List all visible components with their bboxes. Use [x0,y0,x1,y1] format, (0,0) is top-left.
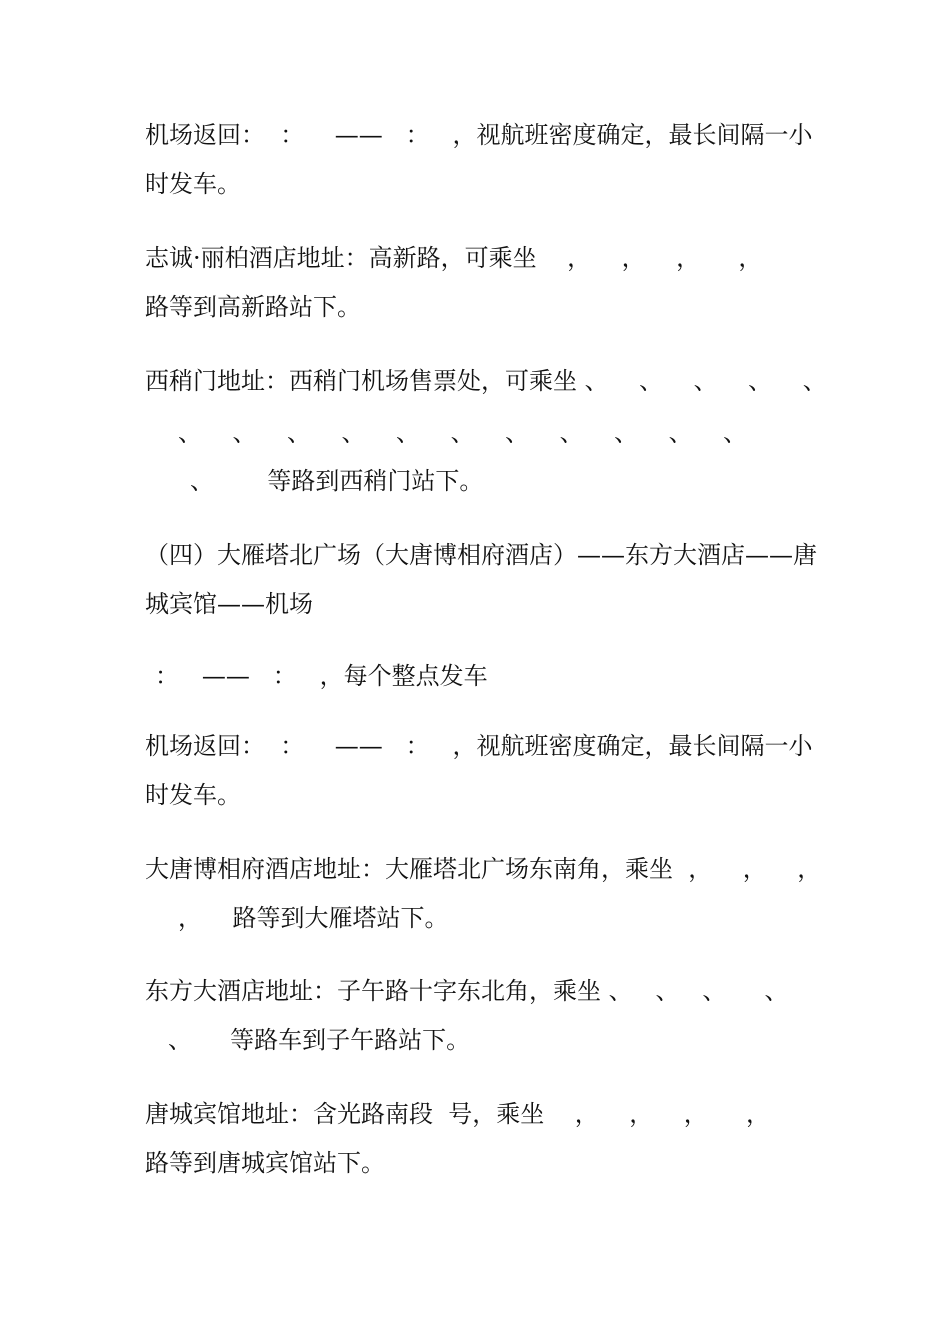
route-four-heading-line-2: 城宾馆——机场 [145,590,313,618]
airport-return-2-line-2: 时发车。 [145,781,241,809]
xishaomen-address-line-3: 、 等路到西稍门站下。 [190,467,484,495]
tangcheng-hotel-address-line-1: 唐城宾馆地址：含光路南段 号，乘坐 ， ， ， ， [145,1100,770,1128]
dongfang-hotel-address-line-2: 、 等路车到子午路站下。 [168,1026,471,1054]
dongfang-hotel-address-line-1: 东方大酒店地址：子午路十字东北角，乘坐 、 、 、 、 [145,977,789,1005]
datang-hotel-address-line-1: 大唐博相府酒店地址：大雁塔北广场东南角，乘坐 ， ， ， [145,855,822,883]
xishaomen-address-line-2: 、 、 、 、 、 、 、 、 、 、 、 [178,419,748,447]
airport-return-2-line-1: 机场返回： ： —— ： ，视航班密度确定，最长间隔一小 [145,732,813,760]
route-four-heading-line-1: （四）大雁塔北广场（大唐博相府酒店）——东方大酒店——唐 [145,541,817,569]
airport-return-line-2: 时发车。 [145,170,241,198]
datang-hotel-address-line-2: ， 路等到大雁塔站下。 [178,904,449,932]
tangcheng-hotel-address-line-2: 路等到唐城宾馆站下。 [145,1149,385,1177]
departure-schedule-line: ： —— ： ，每个整点发车 [155,662,488,690]
airport-return-line-1: 机场返回： ： —— ： ，视航班密度确定，最长间隔一小 [145,121,813,149]
zhicheng-hotel-address-line-1: 志诚·丽柏酒店地址：高新路，可乘坐 ， ， ， ， [145,244,763,272]
zhicheng-hotel-address-line-2: 路等到高新路站下。 [145,293,361,321]
xishaomen-address-line-1: 西稍门地址：西稍门机场售票处，可乘坐 、 、 、 、 、 [145,367,827,395]
